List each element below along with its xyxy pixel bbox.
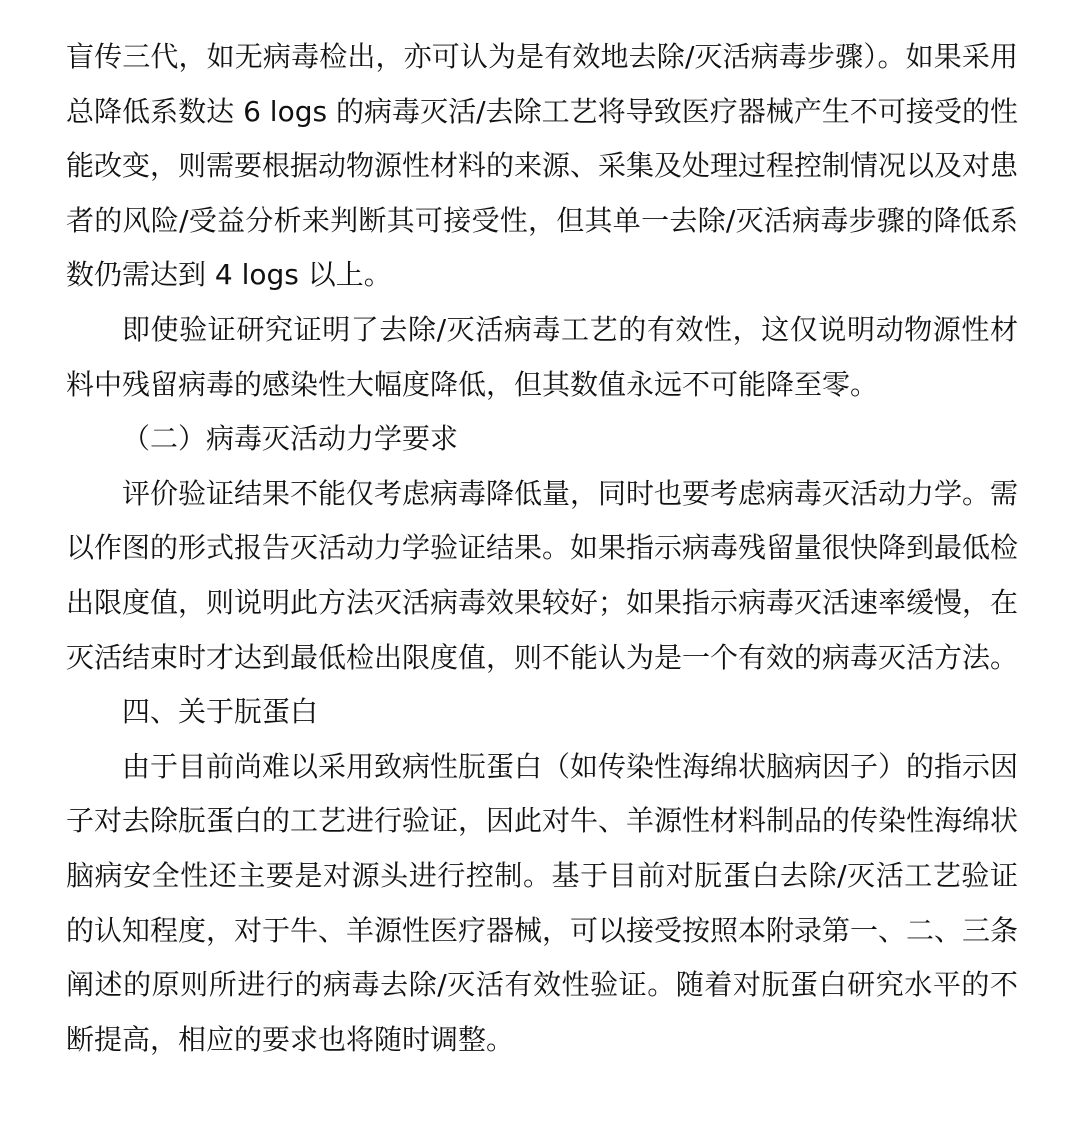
section-heading-inactivation-kinetics: （二）病毒灭活动力学要求 bbox=[122, 422, 459, 456]
paragraph-virus-removal-continued: 盲传三代，如无病毒检出，亦可认为是有效地去除/灭活病毒步骤）。如果采用总降低系数达 6 logs 的病毒灭活/去除工艺将导致医疗器械产生不可接受的性能改变，则需要根据动物源性材料的来源、采集及处理过程控制情况以及对患者的风险/受益分析来判断其可接受性，但其单一去除/灭活病毒步骤的降低系数仍需达到 4 logs 以上。 bbox=[66, 40, 1019, 292]
section-heading-prion: 四、关于朊蛋白 bbox=[122, 695, 319, 729]
paragraph-inactivation-kinetics: 评价验证结果不能仅考虑病毒降低量，同时也要考虑病毒灭活动力学。需以作图的形式报告灭活动力学验证结果。如果指示病毒残留量很快降到最低检出限度值，则说明此方法灭活病毒效果较好；如果指示病毒灭活速率缓慢，在灭活结束时才达到最低检出限度值，则不能认为是一个有效的病毒灭活方法。 bbox=[66, 476, 1019, 674]
paragraph-validation-limitation: 即使验证研究证明了去除/灭活病毒工艺的有效性，这仅说明动物源性材料中残留病毒的感染性大幅度降低，但其数值永远不可能降至零。 bbox=[66, 312, 1018, 401]
paragraph-prion: 由于目前尚难以采用致病性朊蛋白（如传染性海绵状脑病因子）的指示因子对去除朊蛋白的工艺进行验证，因此对牛、羊源性材料制品的传染性海绵状脑病安全性还主要是对源头进行控制。基于目前对朊蛋白去除/灭活工艺验证的认知程度，对于牛、羊源性医疗器械，可以接受按照本附录第一、二、三条阐述的原则所进行的病毒去除/灭活有效性验证。随着对朊蛋白研究水平的不断提高，相应的要求也将随时调整。 bbox=[66, 749, 1019, 1056]
